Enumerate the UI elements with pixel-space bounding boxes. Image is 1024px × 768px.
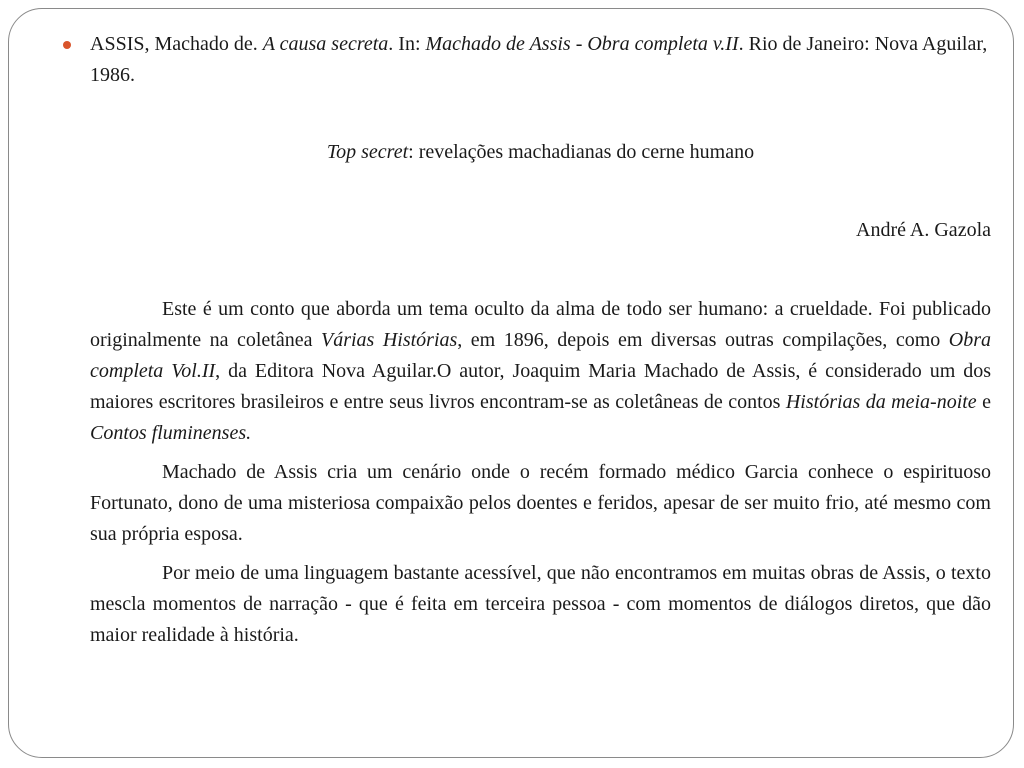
reference-bullet: [90, 29, 991, 91]
body-text: [90, 294, 991, 651]
reference-author: ASSIS, Machado de.: [90, 33, 263, 55]
p1-text-g: e: [976, 391, 991, 413]
reference-work-title: A causa secreta: [262, 33, 389, 55]
reference-collection: Machado de Assis - Obra completa v.II: [425, 33, 739, 55]
reference-text: [90, 29, 991, 91]
paragraph-1: [90, 294, 991, 449]
p1-italic-varias-historias: Várias Histórias: [320, 329, 458, 351]
slide-frame: [8, 8, 1014, 758]
paragraph-3: Por meio de uma linguagem bastante acessível, que não encontramos em muitas obras de Assis, o texto mescla momentos de narração - que é feita em terceira pessoa - com momentos de diálogos diretos, que dão maior realidade à história.: [90, 562, 991, 646]
reference-in-label: . In:: [388, 33, 426, 55]
p1-italic-contos-fluminenses: Contos fluminenses.: [90, 422, 252, 444]
reference-publisher: . Rio de Janeiro: Nova Aguilar, 1986.: [90, 33, 988, 86]
p1-italic-obra-completa: Obra completa Vol.II: [90, 329, 991, 382]
paragraph-2: Machado de Assis cria um cenário onde o recém formado médico Garcia conhece o espirituoso Fortunato, dono de uma misteriosa compaixão pelos doentes e feridos, apesar de ser muito frio, até mesmo com sua própria esposa.: [90, 461, 991, 545]
title-rest: : revelações machadianas do cerne humano: [408, 141, 755, 163]
p1-italic-historias-meia-noite: Histórias da meia-noite: [785, 391, 977, 413]
essay-title: [90, 137, 991, 168]
title-italic: Top secret: [326, 141, 409, 163]
bullet-dot-icon: [63, 41, 71, 49]
p1-text-e: , da Editora Nova Aguilar.O autor, Joaquim Maria Machado de Assis, é considerado um dos maiores escritores brasileiros e entre seus livros encontram-se as coletâneas de contos: [90, 360, 991, 413]
p1-text-a: Este é um conto que aborda um tema oculto da alma de todo ser humano: a crueldade. Foi publicado originalmente na coletânea: [90, 298, 991, 351]
p1-text-c: , em 1896, depois em diversas outras compilações, como: [457, 329, 949, 351]
author-name: André A. Gazola: [856, 219, 991, 241]
slide-content: [90, 29, 991, 659]
